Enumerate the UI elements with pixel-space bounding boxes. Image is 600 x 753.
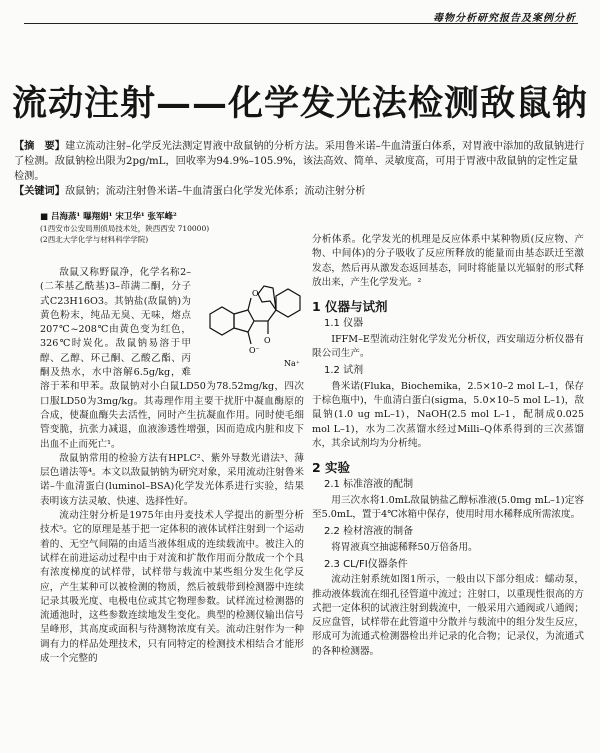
phenyl-ring-1 bbox=[276, 289, 300, 317]
subsection-1-2-text: 鲁米诺(Fluka，Biochemika，2.5×10–2 mol L–1，保存于棕色瓶中)，牛血清白蛋白(sigma，5.0×10–5 mol L–1)，敌鼠钠(1.0 ug mL–1)，NaOH(2.5 mol L–1，配制成0.025 mol L–1)，水为二次蒸馏水经过Milli–Q体系得到的三次蒸馏水，其余试剂均为分析纯。 bbox=[312, 380, 584, 449]
left-paragraph-1: 敌鼠又称野鼠净，化学名称2–(二苯基乙酰基)3–茚满二酮，分子式C23H16O3。其钠盐(敌鼠钠)为黄色粉末，纯品无臭、无味，熔点207℃~208℃由黄色变为红色，326℃时炭化。敌鼠钠易溶于甲醇、乙醇、环己酮、乙酸乙酯、丙酮及热水，水中溶解6.5g/kg，难溶于苯和甲苯。敌鼠钠对小白鼠LD50为78.52mg/kg，四次口服LD50为3mg/kg。其毒理作用主要干扰肝中凝血酶原的合成，使凝血酶失去活性，同时产生抗凝血作用。同时使毛细管变脆，抗张力减退，血液渗透性增强，因而造成内脏和皮下出血不止而死亡¹。 bbox=[40, 267, 304, 450]
subsection-2-2-text: 将胃液真空抽滤稀释50万倍备用。 bbox=[331, 541, 478, 553]
subsection-1-2-heading: 1.2 试剂 bbox=[324, 365, 364, 377]
subsection-2-3-text: 流动注射系统如图1所示，一般由以下部分组成：蠕动泵，推动液体载流在细孔径管道中流过；注射口，以重现性很高的方式把一定体积的试液注射到载流中，一般采用六通阀或八通阀；反应盘管，试样带在此管道中分散并与载流中的组分发生反应，形成可为流通式检测器检出并记录的化合物；记录仪，为流通式的各种检测器。 bbox=[312, 574, 584, 657]
author-block bbox=[40, 212, 305, 245]
affiliation-1: (1西安市公安局刑侦局技术处，陕西西安 710000) bbox=[40, 224, 210, 233]
subsection-1-1-heading: 1.1 仪器 bbox=[324, 318, 364, 330]
carbonyl-bottom bbox=[248, 332, 251, 344]
oxygen-top: O bbox=[252, 289, 259, 298]
right-column bbox=[312, 233, 584, 659]
abstract-label: 【摘 要】 bbox=[14, 140, 65, 152]
running-header bbox=[0, 0, 600, 26]
carbonyl-top bbox=[248, 298, 251, 310]
oxygen-acyl: O bbox=[264, 336, 271, 345]
abstract-block bbox=[14, 139, 586, 200]
subsection-1-1-text: IFFM–E型流动注射化学发光分析仪，西安瑞迈分析仪器有限公司生产。 bbox=[312, 333, 584, 360]
subsection-2-2-heading: 2.2 检材溶液的制备 bbox=[324, 526, 414, 538]
affiliation-2: (2西北大学化学与材料科学学院) bbox=[40, 235, 149, 244]
abstract-text: 建立流动注射–化学反光法测定胃液中敌鼠钠的分析方法。采用鲁米诺–牛血清蛋白体系，对胃液中添加的敌鼠钠进行了检测。敌鼠钠检出限为2pg/mL，回收率为94.9%–105.9%，该法高效、简单、灵敏度高，可用于胃液中敌鼠钠的定性定量检测。 bbox=[14, 141, 585, 182]
left-paragraph-2: 敌鼠钠常用的检验方法有HPLC²、紫外导数光谱法³、薄层色谱法等⁴。本文以敌鼠钠钠为研究对象，采用流动注射鲁米诺–牛血清蛋白(luminol–BSA)化学发光体系进行实验，结果表明该方法灵敏、快速、选择性好。 bbox=[40, 452, 304, 507]
author-names: ■ 吕海蒸¹ 曝翔娟¹ 宋卫华¹ 张军峰² bbox=[40, 212, 177, 222]
subsection-2-1-heading: 2.1 标准溶液的配制 bbox=[324, 479, 414, 491]
sodium-ion-label: Na⁺ bbox=[284, 359, 300, 368]
article-title: 流动注射——化学发光法检测敌鼠钠 bbox=[11, 83, 588, 124]
keywords-text: 敌鼠钠；流动注射鲁米诺–牛血清蛋白化学发光体系；流动注射分析 bbox=[64, 186, 366, 198]
subsection-2-3-heading: 2.3 CL/FI仪器条件 bbox=[324, 558, 408, 570]
oxygen-bottom: O⁻ bbox=[249, 346, 260, 355]
left-paragraph-3: 流动注射分析是1975年由丹麦技术人学提出的新型分析技术⁵。它的原理是基于把一定体积的液体试样注射到一个运动着的、无空气间隔的由适当液体组成的连续载流中。被注入的试样在前进运动过程中由于对流和扩散作用而分散成一个个具有浓度梯度的试样带，试样带与载流中某些组分发生化学反应，产生某种可以被检测的物质，然后被载带到检测器中连续记录其吸光度、电极电位或其它物理参数。试样流过检测器的流通池时，这些参数连续地发生变化。典型的检测仪输出信号呈峰形，其高度或面积与待测物浓度有关。流动注射作为一种调有力的样品处理技术，只有同特定的检测技术相结合才能形成一个完整的 bbox=[40, 510, 304, 665]
chemical-structure-figure bbox=[196, 274, 304, 374]
running-title: 毒物分析研究报告及案例分析 bbox=[433, 13, 576, 24]
indanedione-ring bbox=[234, 310, 254, 332]
phenyl-ring-2 bbox=[258, 286, 276, 310]
subsection-2-1-text: 用三次水将1.0mL敌鼠钠盐乙醇标准液(5.0mg mL–1)定容至5.0mL，置于4℃冰箱中保存，使用时用水稀释成所需浓度。 bbox=[312, 494, 584, 521]
left-column bbox=[40, 266, 304, 666]
right-intro-paragraph: 分析体系。化学发光的机理是反应体系中某种物质(反应物、产物、中间体)的分子吸收了反应所释放的能量而由基态跃迁至激发态，然后再从激发态返回基态，同时将能量以光辐射的形式释放出来，产生化学发光。² bbox=[312, 234, 584, 288]
keywords-label: 【关键词】 bbox=[14, 185, 65, 198]
benzhydryl-bond bbox=[268, 310, 276, 321]
header-rule bbox=[24, 23, 578, 24]
section-1-heading: 1 仪器与试剂 bbox=[312, 299, 388, 315]
section-2-heading: 2 实验 bbox=[312, 460, 351, 476]
benzo-ring bbox=[210, 307, 234, 335]
